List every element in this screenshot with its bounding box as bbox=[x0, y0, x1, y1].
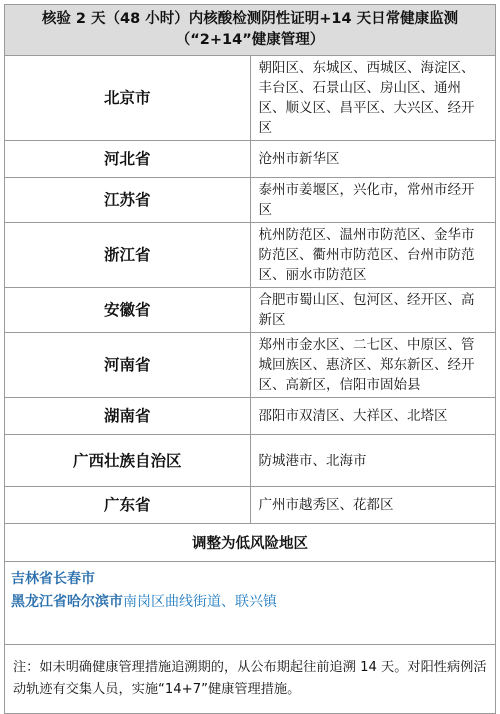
region-name: 江苏省 bbox=[5, 178, 251, 223]
table-title-line2: （“2+14”健康管理） bbox=[175, 32, 325, 48]
table-header-row bbox=[5, 5, 496, 56]
low-risk-item bbox=[11, 568, 489, 591]
region-name: 湖南省 bbox=[5, 398, 251, 435]
region-areas: 郑州市金水区、二七区、中原区、管城回族区、惠济区、郑东新区、经开区、高新区，信阳市固始县 bbox=[250, 333, 496, 398]
region-areas: 邵阳市双清区、大祥区、北塔区 bbox=[250, 398, 496, 435]
low-risk-list bbox=[5, 562, 496, 645]
region-row-hunan bbox=[5, 398, 496, 435]
health-management-table bbox=[4, 4, 496, 714]
region-areas: 合肥市蜀山区、包河区、经开区、高新区 bbox=[250, 288, 496, 333]
table-title-line1: 核验 2 天（48 小时）内核酸检测阴性证明+14 天日常健康监测 bbox=[41, 11, 459, 27]
region-areas: 泰州市姜堰区，兴化市，常州市经开区 bbox=[250, 178, 496, 223]
low-risk-item bbox=[11, 591, 489, 614]
low-risk-header: 调整为低风险地区 bbox=[5, 524, 496, 562]
low-risk-region: 黑龙江省哈尔滨市 bbox=[11, 594, 123, 610]
note-row bbox=[5, 645, 496, 714]
region-areas: 防城港市、北海市 bbox=[250, 435, 496, 487]
low-risk-header-row bbox=[5, 524, 496, 562]
region-name: 安徽省 bbox=[5, 288, 251, 333]
region-row-henan bbox=[5, 333, 496, 398]
table-header bbox=[5, 5, 496, 56]
region-areas: 沧州市新华区 bbox=[250, 141, 496, 178]
region-name: 广东省 bbox=[5, 487, 251, 524]
region-name: 河北省 bbox=[5, 141, 251, 178]
health-management-table-page bbox=[4, 4, 496, 714]
low-risk-region: 吉林省长春市 bbox=[11, 571, 95, 587]
low-risk-detail: 南岗区曲线街道、联兴镇 bbox=[123, 594, 277, 610]
region-row-hebei bbox=[5, 141, 496, 178]
region-row-anhui bbox=[5, 288, 496, 333]
region-name: 浙江省 bbox=[5, 223, 251, 288]
region-areas: 广州市越秀区、花都区 bbox=[250, 487, 496, 524]
region-name: 广西壮族自治区 bbox=[5, 435, 251, 487]
region-row-guangdong bbox=[5, 487, 496, 524]
region-row-jiangsu bbox=[5, 178, 496, 223]
region-name: 北京市 bbox=[5, 56, 251, 141]
region-name: 河南省 bbox=[5, 333, 251, 398]
note-text: 注：如未明确健康管理措施追溯期的，从公布期起往前追溯 14 天。对阳性病例活动轨迹有交集人员，实施“14+7”健康管理措施。 bbox=[5, 645, 496, 714]
region-areas: 朝阳区、东城区、西城区、海淀区、丰台区、石景山区、房山区、通州区、顺义区、昌平区、大兴区、经开区 bbox=[250, 56, 496, 141]
region-areas: 杭州防范区、温州市防范区、金华市防范区、衢州市防范区、台州市防范区、丽水市防范区 bbox=[250, 223, 496, 288]
region-row-zhejiang bbox=[5, 223, 496, 288]
region-row-beijing bbox=[5, 56, 496, 141]
low-risk-row bbox=[5, 562, 496, 645]
region-row-guangxi bbox=[5, 435, 496, 487]
